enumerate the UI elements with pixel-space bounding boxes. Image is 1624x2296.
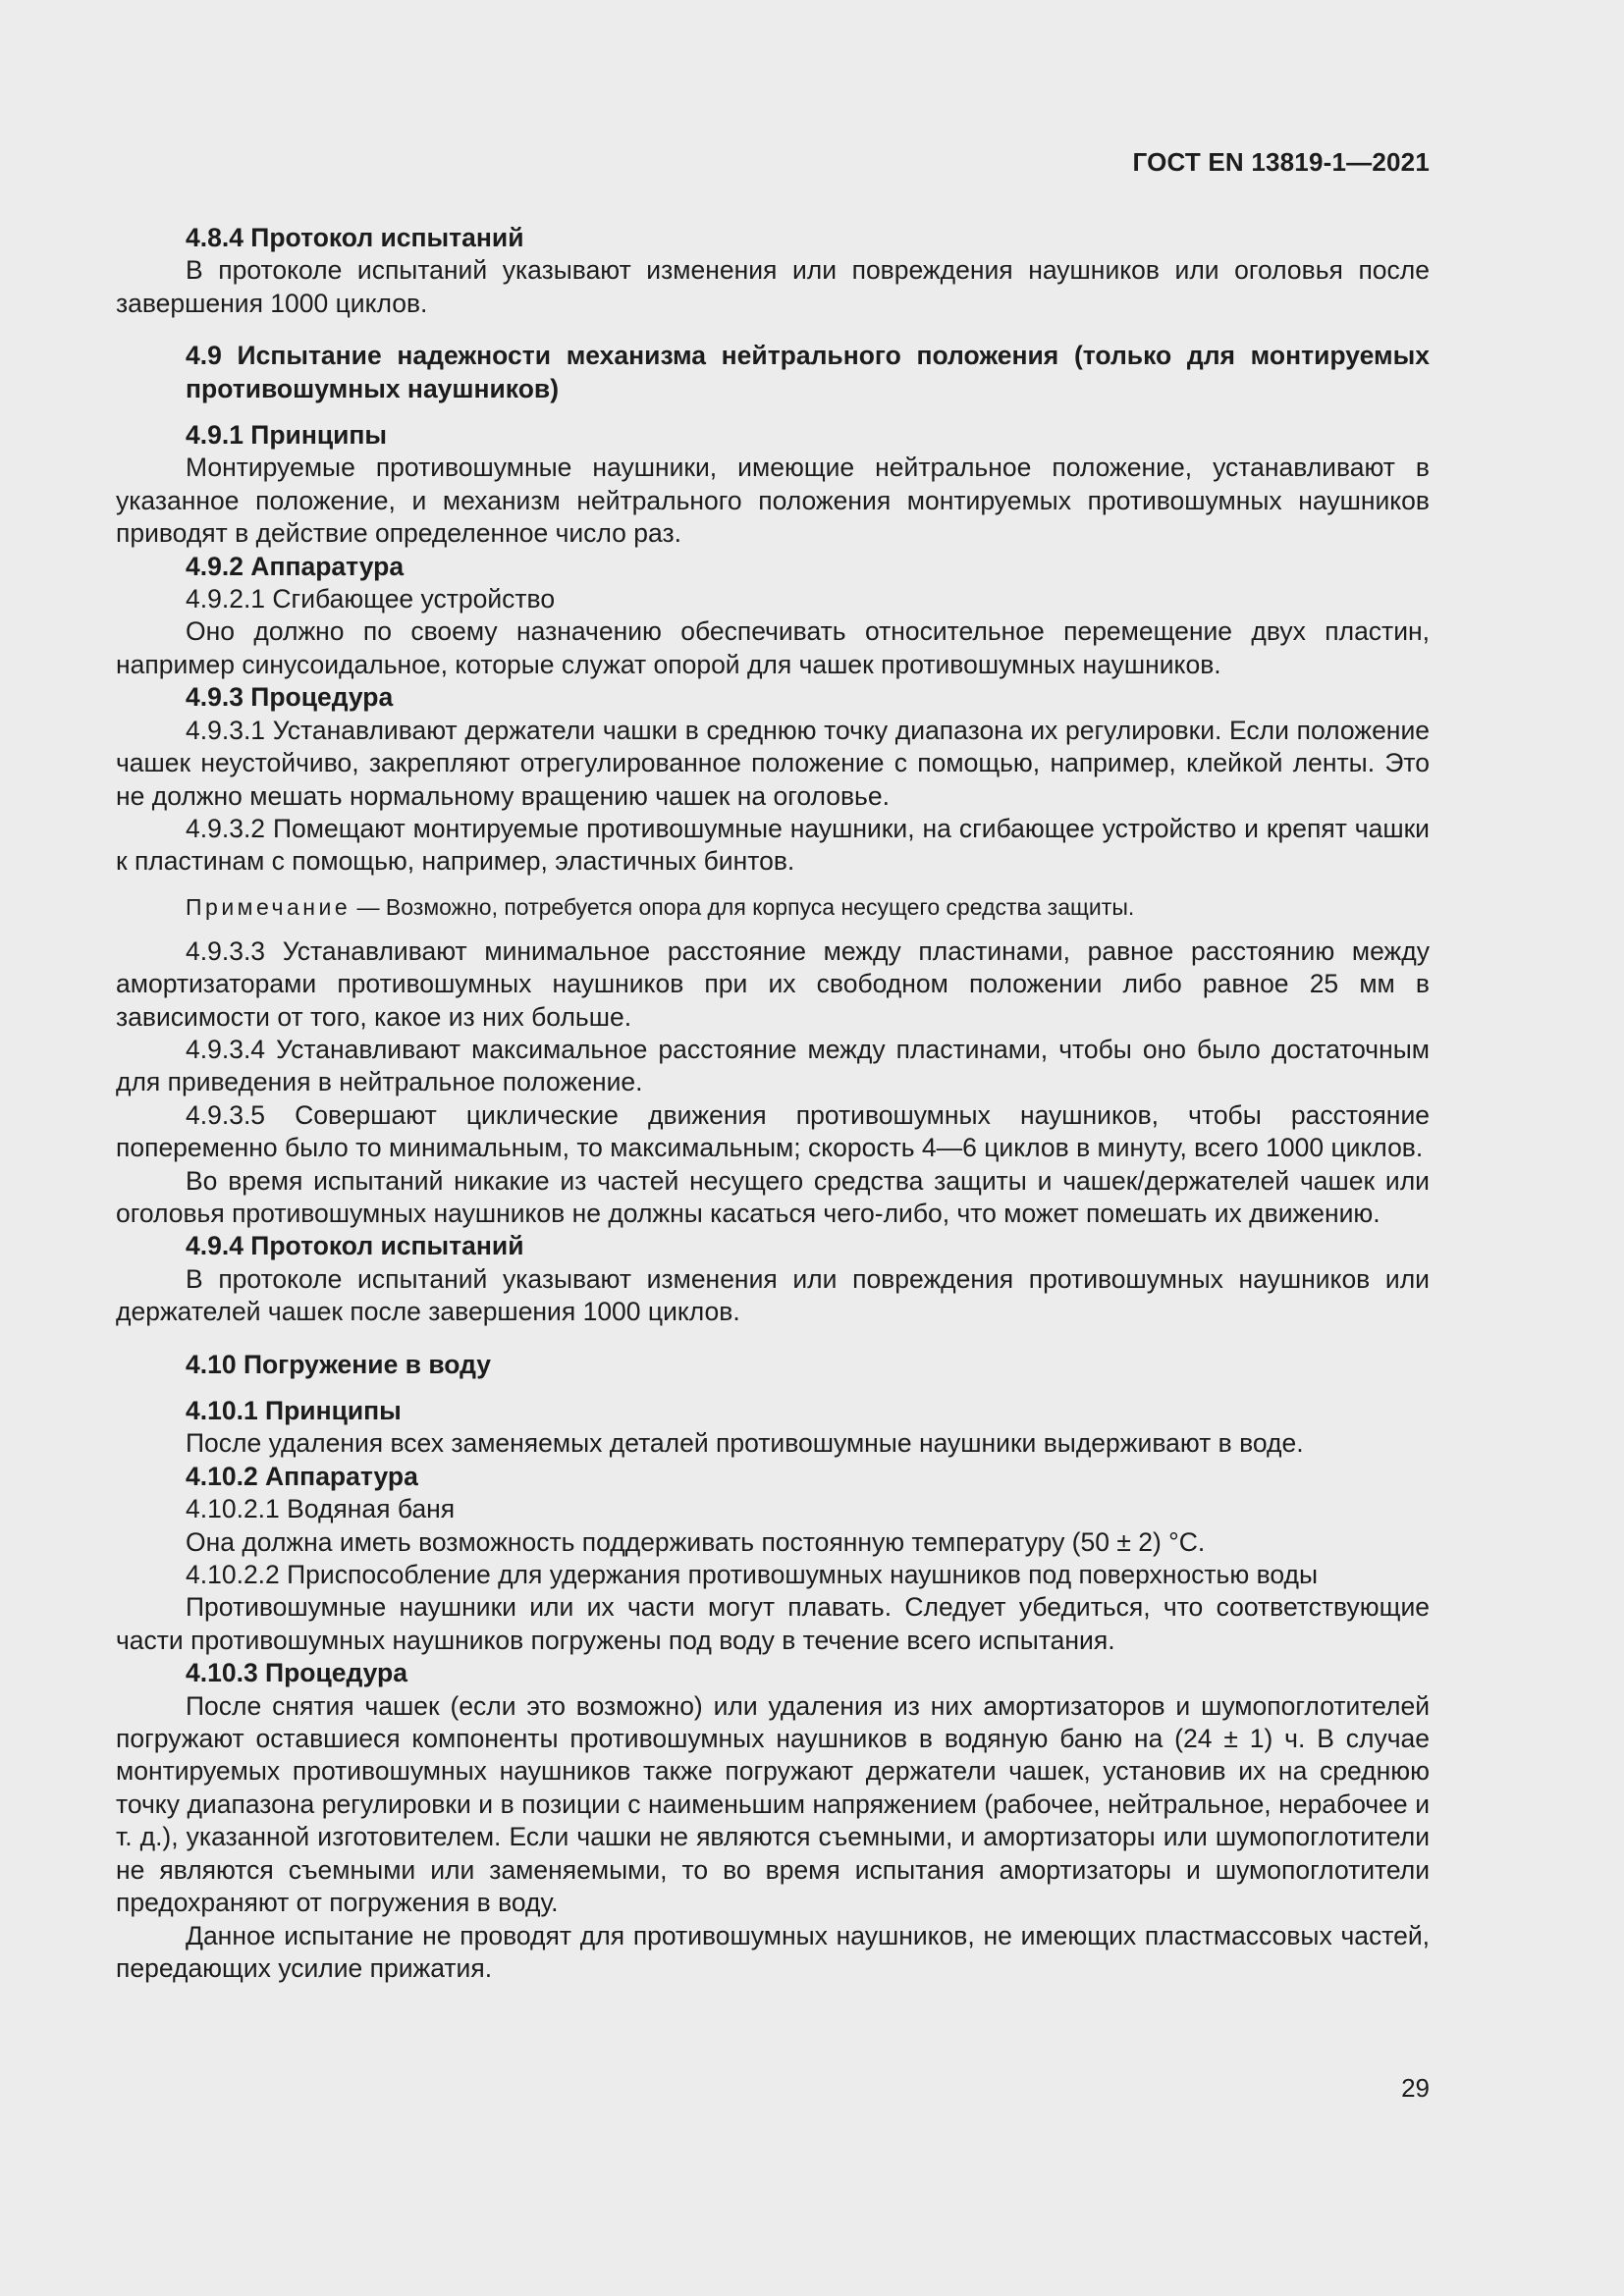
- paragraph: Данное испытание не проводят для противошумных наушников, не имеющих пластмассовых частей, передающих усилие прижатия.: [116, 1920, 1430, 1983]
- section-heading-4-9-4: 4.9.4 Протокол испытаний: [186, 1231, 524, 1261]
- section-heading-4-9-3: 4.9.3 Процедура: [186, 682, 394, 713]
- paragraph: Противошумные наушники или их части могут плавать. Следует убедиться, что соответствующие части противошумных наушников погружены под воду в течение всего испытания.: [116, 1592, 1430, 1655]
- note-label: Примечание: [186, 893, 352, 920]
- section-heading-4-9: 4.9 Испытание надежности механизма нейтрального положения (только для монтируемых противошумных наушников): [186, 341, 1430, 403]
- paragraph: После снятия чашек (если это возможно) или удаления из них амортизаторов и шумопоглотителей погружают оставшиеся компоненты противошумных наушников в водяную баню на (24 ± 1) ч. В случае монтируемых противошумных наушников также погружают держатели чашек, установив их на среднюю точку диапазона регулировки и в позиции с наименьшим напряжением (рабочее, нейтральное, нерабочее и т. д.), указанной изготовителем. Если чашки не являются съемными, и амортизаторы или шумопоглотители не являются съемными или заменяемыми, то во время испытания амортизаторы и шумопоглотители предохраняют от погружения в воду.: [116, 1690, 1430, 1918]
- paragraph: Монтируемые противошумные наушники, имеющие нейтральное положение, устанавливают в указанное положение, и механизм нейтрального положения монтируемых противошумных наушников приводят в действие определенное число раз.: [116, 453, 1430, 549]
- paragraph: В протоколе испытаний указывают изменения или повреждения наушников или оголовья после завершения 1000 циклов.: [116, 255, 1430, 318]
- section-heading-4-9-2: 4.9.2 Аппаратура: [186, 551, 405, 581]
- section-heading-4-10-3: 4.10.3 Процедура: [186, 1658, 407, 1688]
- paragraph-4-9-3-3: 4.9.3.3 Устанавливают минимальное расстояние между пластинами, равное расстоянию между амортизаторами противошумных наушников при их свободном положении либо равное 25 мм в зависимости от того, какое из них больше.: [116, 935, 1430, 1032]
- section-heading-4-8-4: 4.8.4 Протокол испытаний: [186, 223, 524, 252]
- paragraph: Она должна иметь возможность поддерживать постоянную температуру (50 ± 2) °С.: [186, 1526, 1206, 1557]
- subsection-item-4-10-2-1: 4.10.2.1 Водяная баня: [186, 1494, 456, 1524]
- paragraph-4-9-3-4: 4.9.3.4 Устанавливают максимальное расстояние между пластинами, чтобы оно было достаточным для приведения в нейтральное положение.: [116, 1034, 1430, 1097]
- paragraph: После удаления всех заменяемых деталей противошумные наушники выдерживают в воде.: [186, 1428, 1304, 1459]
- subsection-item-4-9-2-1: 4.9.2.1 Сгибающее устройство: [186, 584, 556, 614]
- paragraph-4-9-3-1: 4.9.3.1 Устанавливают держатели чашки в среднюю точку диапазона их регулировки. Если положение чашек неустойчиво, закрепляют отрегулированное положение с помощью, например, клейкой ленты. Это не должно мешать нормальному вращению чашек на оголовье.: [116, 715, 1430, 811]
- paragraph-4-9-3-2: 4.9.3.2 Помещают монтируемые противошумные наушники, на сгибающее устройство и крепят чашки к пластинам с помощью, например, эластичных бинтов.: [116, 813, 1430, 877]
- page-number: 29: [1401, 2073, 1430, 2103]
- section-heading-4-9-1: 4.9.1 Принципы: [186, 420, 388, 451]
- paragraph: В протоколе испытаний указывают изменения или повреждения противошумных наушников или держателей чашек после завершения 1000 циклов.: [116, 1263, 1430, 1327]
- paragraph: Оно должно по своему назначению обеспечивать относительное перемещение двух пластин, например синусоидальное, которые служат опорой для чашек противошумных наушников.: [116, 616, 1430, 679]
- page-content: [116, 222, 1430, 1985]
- note: [116, 892, 1430, 922]
- page-header-standard: ГОСТ EN 13819-1—2021: [1132, 147, 1430, 177]
- paragraph-4-9-3-5: 4.9.3.5 Совершают циклические движения противошумных наушников, чтобы расстояние попеременно было то минимальным, то максимальным; скорость 4—6 циклов в минуту, всего 1000 циклов.: [116, 1099, 1430, 1163]
- paragraph: Во время испытаний никакие из частей несущего средства защиты и чашек/держателей чашек или оголовья противошумных наушников не должны касаться чего-либо, что может помешать их движению.: [116, 1165, 1430, 1228]
- section-heading-4-10: 4.10 Погружение в воду: [186, 1349, 491, 1379]
- note-text: — Возможно, потребуется опора для корпуса несущего средства защиты.: [351, 893, 1135, 920]
- subsection-item-4-10-2-2: 4.10.2.2 Приспособление для удержания противошумных наушников под поверхностью воды: [186, 1560, 1319, 1590]
- section-heading-4-10-1: 4.10.1 Принципы: [186, 1396, 402, 1425]
- section-heading-4-10-2: 4.10.2 Аппаратура: [186, 1461, 418, 1491]
